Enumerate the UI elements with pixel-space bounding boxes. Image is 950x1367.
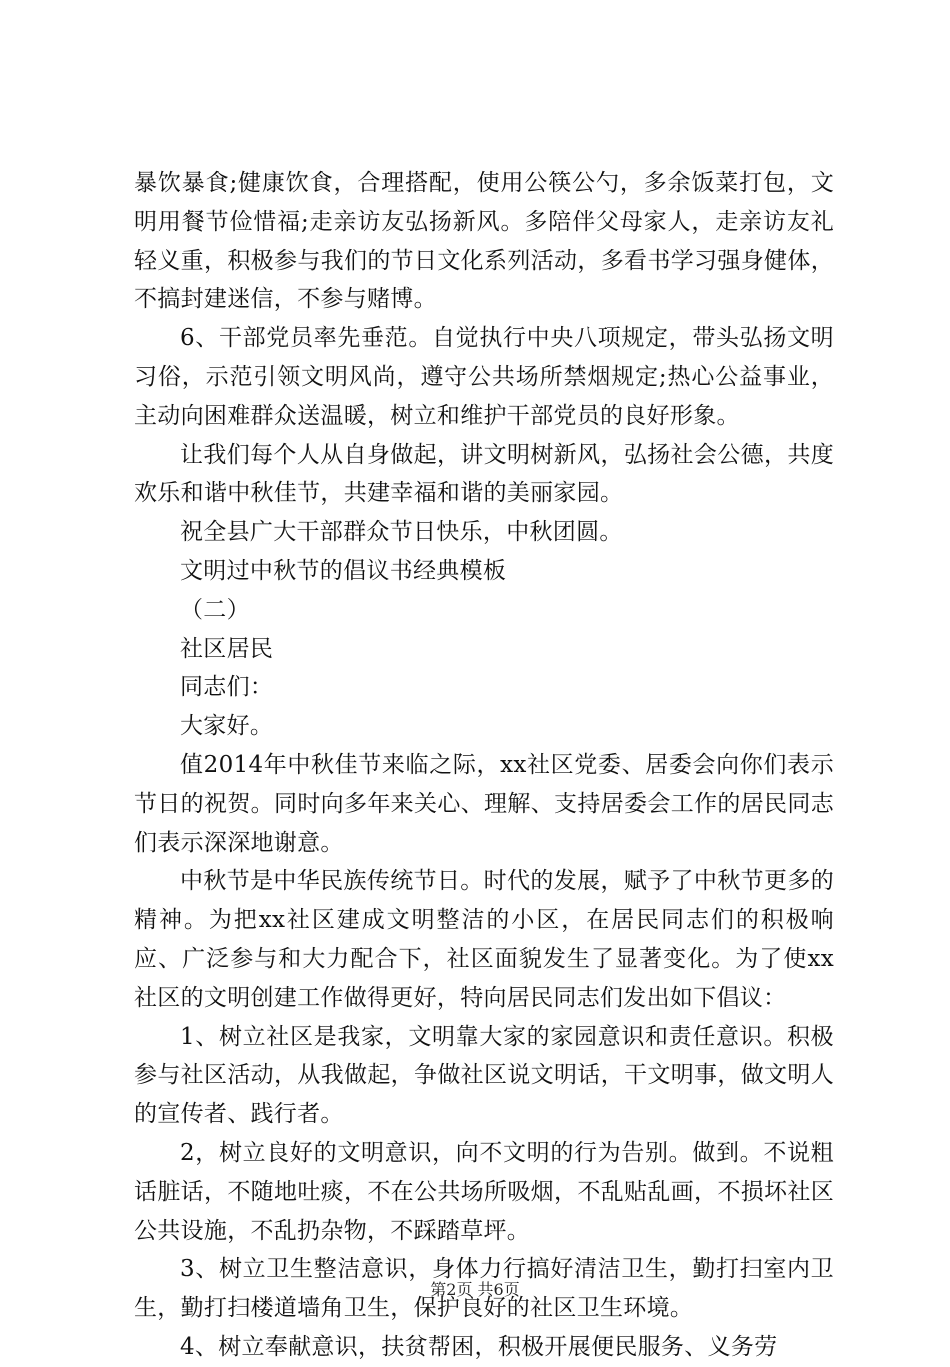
paragraph-item-4: 4、树立奉献意识，扶贫帮困，积极开展便民服务、义务劳 xyxy=(180,1333,778,1360)
paragraph-item-2: 2，树立良好的文明意识，向不文明的行为告别。做到。不说粗话脏话，不随地吐痰，不在公共场所吸烟，不乱贴乱画，不损坏社区公共设施，不乱扔杂物，不踩踏草坪。 xyxy=(134,1139,834,1244)
page-footer: 第2页 共6页 xyxy=(430,1280,520,1299)
recipient-line: 社区居民 xyxy=(180,635,274,662)
greeting-line: 大家好。 xyxy=(180,713,274,740)
document-body xyxy=(134,164,834,1367)
section-title: 文明过中秋节的倡议书经典模板 xyxy=(180,557,507,584)
salutation-line: 同志们： xyxy=(180,674,274,701)
paragraph-call-to-action: 让我们每个人从自身做起，讲文明树新风，弘扬社会公德，共度欢乐和谐中秋佳节，共建幸福和谐的美丽家园。 xyxy=(134,441,834,507)
paragraph-item-1: 1、树立社区是我家，文明靠大家的家园意识和责任意识。积极参与社区活动，从我做起，争做社区说文明话，干文明事，做文明人的宣传者、践行者。 xyxy=(134,1023,834,1128)
paragraph-continuation: 暴饮暴食;健康饮食，合理搭配，使用公筷公勺，多余饭菜打包，文明用餐节俭惜福;走亲访友弘扬新风。多陪伴父母家人，走亲访友礼轻义重，积极参与我们的节日文化系列活动，多看书学习强身健体，不搞封建迷信，不参与赌博。 xyxy=(134,170,834,313)
paragraph-item-3: 3、树立卫生整洁意识，身体力行搞好清洁卫生，勤打扫室内卫生，勤打扫楼道墙角卫生，保护良好的社区卫生环境。 xyxy=(134,1256,834,1322)
paragraph-intro: 值2014年中秋佳节来临之际，xx社区党委、居委会向你们表示节日的祝贺。同时向多年来关心、理解、支持居委会工作的居民同志们表示深深地谢意。 xyxy=(134,751,834,856)
paragraph-background: 中秋节是中华民族传统节日。时代的发展，赋予了中秋节更多的精神。为把xx社区建成文明整洁的小区，在居民同志们的积极响应、广泛参与和大力配合下，社区面貌发生了显著变化。为了使xx社区的文明创建工作做得更好，特向居民同志们发出如下倡议： xyxy=(134,868,834,1011)
section-number: （二） xyxy=(180,596,250,623)
paragraph-greeting: 祝全县广大干部群众节日快乐，中秋团圆。 xyxy=(180,519,623,546)
paragraph-item-6: 6、干部党员率先垂范。自觉执行中央八项规定，带头弘扬文明习俗，示范引领文明风尚，遵守公共场所禁烟规定;热心公益事业，主动向困难群众送温暖，树立和维护干部党员的良好形象。 xyxy=(134,325,834,429)
